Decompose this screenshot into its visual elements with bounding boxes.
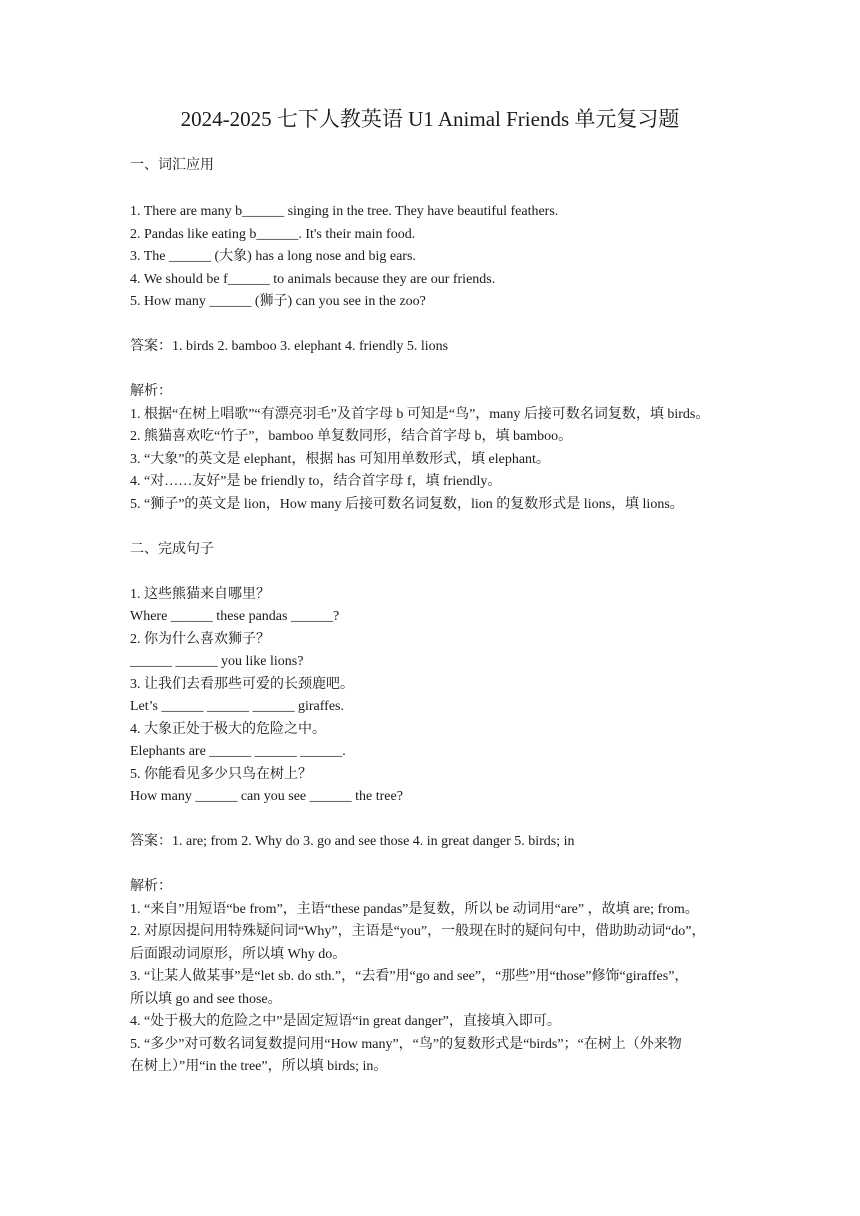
sentence-analysis-line: 3. “让某人做某事”是“let sb. do sth.”，“去看”用“go and see”，“那些”用“those”修饰“giraffes”， bbox=[130, 969, 689, 984]
sentence-blank: Elephants are ______ ______ ______. bbox=[130, 744, 346, 759]
sentence-blank: Where ______ these pandas ______? bbox=[130, 609, 340, 624]
vocab-question: 4. We should be f______ to animals because they are our friends. bbox=[130, 272, 496, 287]
sentence-analysis-line: 所以填 go and see those。 bbox=[130, 992, 282, 1007]
document-title: 2024-2025 七下人教英语 U1 Animal Friends 单元复习题 bbox=[180, 107, 680, 131]
vocab-answer: 答案：1. birds 2. bamboo 3. elephant 4. friendly 5. lions bbox=[130, 339, 449, 354]
sentence-prompt: 3. 让我们去看那些可爱的长颈鹿吧。 bbox=[130, 677, 354, 692]
vocab-analysis-line: 2. 熊猫喜欢吃“竹子”，bamboo 单复数同形，结合首字母 b，填 bamboo。 bbox=[130, 429, 573, 444]
sentence-blank: Let’s ______ ______ ______ giraffes. bbox=[130, 699, 344, 714]
sentence-analysis-line: 5. “多少”对可数名词复数提问用“How many”，“鸟”的复数形式是“birds”；“在树上（外来物 bbox=[130, 1037, 682, 1052]
vocab-question: 2. Pandas like eating b______. It's their main food. bbox=[130, 227, 416, 242]
vocab-question: 5. How many ______ (狮子) can you see in the zoo? bbox=[130, 294, 426, 309]
sentence-analysis-label: 解析： bbox=[130, 879, 172, 894]
sentence-prompt: 4. 大象正处于极大的危险之中。 bbox=[130, 722, 326, 737]
vocab-analysis-line: 5. “狮子”的英文是 lion，How many 后接可数名词复数，lion 的复数形式是 lions，填 lions。 bbox=[130, 497, 684, 512]
sentence-prompt: 5. 你能看见多少只鸟在树上？ bbox=[130, 767, 312, 782]
sentence-analysis-line: 1. “来自”用短语“be from”，主语“these pandas”是复数，所以 be 动词用“are” ，故填 are; from。 bbox=[130, 902, 699, 917]
section-heading-vocabulary: 一、词汇应用 bbox=[130, 158, 214, 173]
sentence-analysis-line: 在树上）”用“in the tree”，所以填 birds; in。 bbox=[130, 1059, 388, 1074]
sentence-analysis-line: 2. 对原因提问用特殊疑问词“Why”，主语是“you”，一般现在时的疑问句中，借助助动词“do”， bbox=[130, 924, 706, 939]
sentence-analysis-line: 后面跟动词原形，所以填 Why do。 bbox=[130, 947, 347, 962]
section-heading-sentences: 二、完成句子 bbox=[130, 542, 214, 557]
vocab-analysis-label: 解析： bbox=[130, 384, 172, 399]
sentence-prompt: 1. 这些熊猫来自哪里？ bbox=[130, 587, 270, 602]
sentence-blank: ______ ______ you like lions? bbox=[130, 654, 304, 669]
vocab-analysis-line: 3. “大象”的英文是 elephant，根据 has 可知用单数形式，填 elephant。 bbox=[130, 452, 550, 467]
vocab-analysis-line: 1. 根据“在树上唱歌”“有漂亮羽毛”及首字母 b 可知是“鸟”，many 后接可数名词复数，填 birds。 bbox=[130, 407, 710, 422]
vocab-question: 1. There are many b______ singing in the tree. They have beautiful feathers. bbox=[130, 204, 559, 219]
vocab-question: 3. The ______ (大象) has a long nose and big ears. bbox=[130, 249, 416, 264]
vocab-analysis-line: 4. “对……友好”是 be friendly to，结合首字母 f，填 friendly。 bbox=[130, 474, 502, 489]
sentence-answer: 答案：1. are; from 2. Why do 3. go and see those 4. in great danger 5. birds; in bbox=[130, 834, 575, 849]
sentence-analysis-line: 4. “处于极大的危险之中”是固定短语“in great danger”，直接填入即可。 bbox=[130, 1014, 561, 1029]
sentence-blank: How many ______ can you see ______ the tree? bbox=[130, 789, 403, 804]
sentence-prompt: 2. 你为什么喜欢狮子？ bbox=[130, 632, 270, 647]
